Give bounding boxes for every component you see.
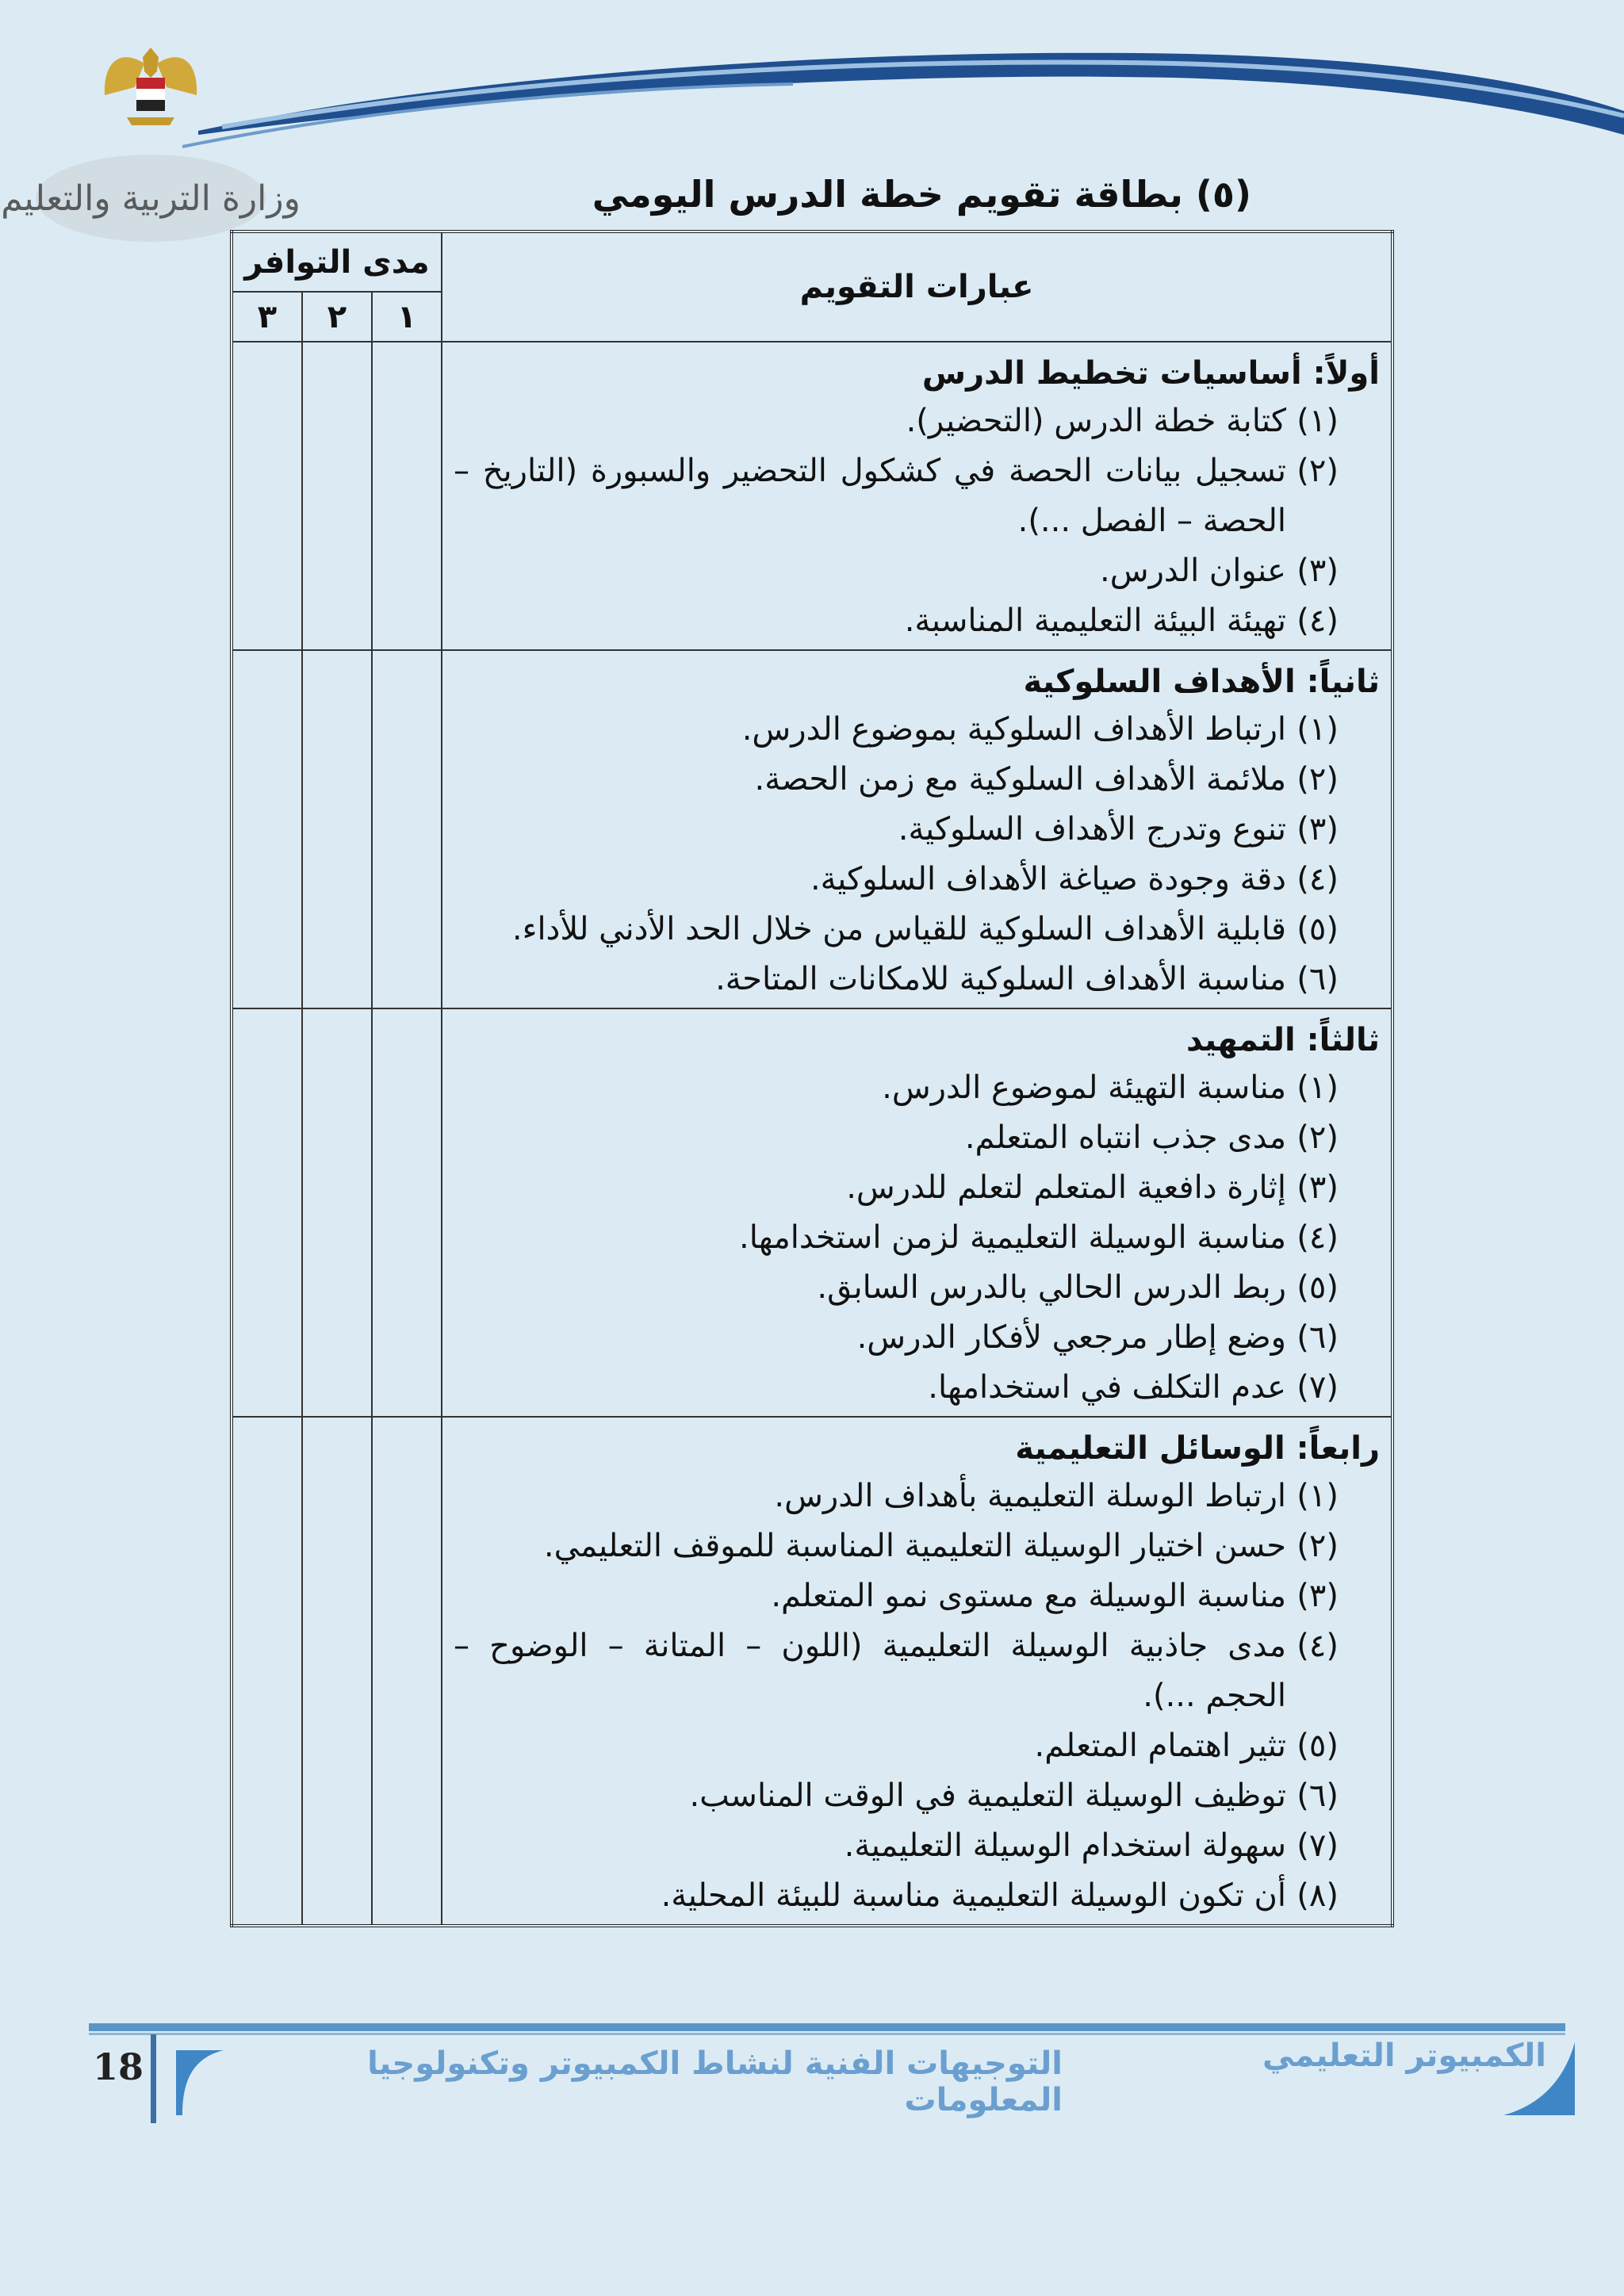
- level-header-1: ١: [372, 292, 442, 342]
- criterion-number: (٨): [1297, 1877, 1339, 1914]
- section-row: [232, 1008, 1392, 1417]
- criterion-number: (٢): [1297, 453, 1339, 489]
- criterion-number: (١): [1297, 1478, 1339, 1514]
- criterion-text: عدم التكلف في استخدامها.: [928, 1369, 1286, 1406]
- criterion-number: (٦): [1297, 961, 1339, 997]
- criterion-text: ملائمة الأهداف السلوكية مع زمن الحصة.: [754, 761, 1286, 798]
- criterion-number: (٢): [1297, 761, 1339, 798]
- criterion-text: قابلية الأهداف السلوكية للقياس من خلال الحد الأدني للأداء.: [511, 911, 1286, 947]
- criterion-number: (٤): [1297, 603, 1339, 639]
- section-content: [442, 342, 1392, 650]
- criterion-text: تسجيل بيانات الحصة في كشكول التحضير والسبورة (التاريخ – الحصة – الفصل ...).: [454, 453, 1286, 539]
- criteria-list: [454, 396, 1380, 646]
- section-title: أولاً: أساسيات تخطيط الدرس: [921, 355, 1380, 392]
- criterion-item: [454, 805, 1380, 855]
- level-header-2: ٢: [302, 292, 372, 342]
- section-title: رابعاً: الوسائل التعليمية: [1015, 1430, 1380, 1467]
- criterion-item: [454, 546, 1380, 596]
- score-cell-3[interactable]: [232, 342, 302, 650]
- score-cell-2[interactable]: [302, 650, 372, 1008]
- criterion-item: [454, 1113, 1380, 1163]
- criterion-item: [454, 905, 1380, 955]
- criteria-list: [454, 1471, 1380, 1921]
- section-title: ثانياً: الأهداف السلوكية: [1023, 664, 1380, 700]
- criterion-text: تنوع وتدرج الأهداف السلوكية.: [898, 811, 1286, 848]
- criterion-item: [454, 1063, 1380, 1113]
- criterion-text: دقة وجودة صياغة الأهداف السلوكية.: [810, 861, 1286, 897]
- score-cell-2[interactable]: [302, 1417, 372, 1926]
- criterion-item: [454, 855, 1380, 905]
- footer-series-title: الكمبيوتر التعليمي: [1262, 2038, 1546, 2074]
- criterion-text: حسن اختيار الوسيلة التعليمية المناسبة للموقف التعليمي.: [543, 1528, 1286, 1564]
- criterion-item: [454, 396, 1380, 446]
- footer-divider: [151, 2034, 156, 2123]
- criterion-number: (٣): [1297, 1169, 1339, 1206]
- section-content: [442, 1417, 1392, 1926]
- level-header-3: ٣: [232, 292, 302, 342]
- criterion-number: (٣): [1297, 811, 1339, 848]
- criterion-item: [454, 596, 1380, 646]
- footer-corner-accent-left: [176, 2042, 239, 2115]
- score-cell-2[interactable]: [302, 342, 372, 650]
- criterion-number: (٤): [1297, 1219, 1339, 1256]
- criterion-item: [454, 1363, 1380, 1413]
- criterion-number: (٦): [1297, 1777, 1339, 1814]
- criterion-number: (١): [1297, 1070, 1339, 1106]
- criterion-item: [454, 705, 1380, 755]
- score-cell-1[interactable]: [372, 1417, 442, 1926]
- availability-header: مدى التوافر: [232, 232, 442, 292]
- criterion-item: [454, 1313, 1380, 1363]
- section-title: ثالثاً: التمهيد: [1185, 1022, 1380, 1058]
- criterion-number: (١): [1297, 403, 1339, 439]
- criterion-text: ارتباط الأهداف السلوكية بموضوع الدرس.: [741, 711, 1286, 748]
- evaluation-table: [230, 230, 1394, 1927]
- score-cell-3[interactable]: [232, 650, 302, 1008]
- criterion-text: ربط الدرس الحالي بالدرس السابق.: [817, 1269, 1286, 1306]
- criterion-number: (٧): [1297, 1827, 1339, 1864]
- criterion-item: [454, 1521, 1380, 1571]
- criterion-item: [454, 1263, 1380, 1313]
- criterion-text: مدى جذب انتباه المتعلم.: [964, 1119, 1286, 1156]
- criterion-number: (١): [1297, 711, 1339, 748]
- criterion-item: [454, 1163, 1380, 1213]
- score-cell-1[interactable]: [372, 342, 442, 650]
- footer-rule: [89, 2023, 1565, 2031]
- score-cell-1[interactable]: [372, 1008, 442, 1417]
- criterion-item: [454, 1471, 1380, 1521]
- criterion-text: سهولة استخدام الوسيلة التعليمية.: [844, 1827, 1286, 1864]
- criterion-item: [454, 1771, 1380, 1821]
- criterion-text: وضع إطار مرجعي لأفكار الدرس.: [856, 1319, 1286, 1356]
- criterion-item: [454, 1213, 1380, 1263]
- score-cell-1[interactable]: [372, 650, 442, 1008]
- criterion-text: مناسبة الوسيلة التعليمية لزمن استخدامها.: [739, 1219, 1286, 1256]
- criteria-list: [454, 1063, 1380, 1413]
- criterion-text: عنوان الدرس.: [1100, 553, 1286, 589]
- score-cell-2[interactable]: [302, 1008, 372, 1417]
- criteria-list: [454, 705, 1380, 1004]
- score-cell-3[interactable]: [232, 1417, 302, 1926]
- svg-text:وزارة التربية والتعليم: وزارة التربية والتعليم: [1, 178, 301, 219]
- criterion-number: (٥): [1297, 1728, 1339, 1764]
- criterion-number: (٢): [1297, 1528, 1339, 1564]
- criterion-text: أن تكون الوسيلة التعليمية مناسبة للبيئة المحلية.: [661, 1877, 1286, 1914]
- criterion-item: [454, 1621, 1380, 1721]
- section-row: [232, 650, 1392, 1008]
- criterion-number: (٦): [1297, 1319, 1339, 1356]
- criterion-text: تهيئة البيئة التعليمية المناسبة.: [904, 603, 1286, 639]
- criterion-text: ارتباط الوسلة التعليمية بأهداف الدرس.: [774, 1478, 1286, 1514]
- score-cell-3[interactable]: [232, 1008, 302, 1417]
- criterion-number: (٤): [1297, 1628, 1339, 1664]
- criterion-item: [454, 1571, 1380, 1621]
- criterion-text: توظيف الوسيلة التعليمية في الوقت المناسب.: [689, 1777, 1286, 1814]
- criterion-number: (٥): [1297, 1269, 1339, 1306]
- section-row: [232, 342, 1392, 650]
- footer-rule-thin: [89, 2033, 1565, 2035]
- criterion-number: (٣): [1297, 553, 1339, 589]
- section-content: [442, 1008, 1392, 1417]
- criterion-text: إثارة دافعية المتعلم لتعلم للدرس.: [846, 1169, 1286, 1206]
- criterion-text: مناسبة التهيئة لموضوع الدرس.: [882, 1070, 1286, 1106]
- criterion-item: [454, 955, 1380, 1004]
- criterion-text: مدى جاذبية الوسيلة التعليمية (اللون – المتانة – الوضوح – الحجم ...).: [454, 1628, 1286, 1714]
- statements-header: عبارات التقويم: [442, 232, 1392, 342]
- criterion-item: [454, 755, 1380, 805]
- table-body: [232, 342, 1392, 1926]
- page-number: 18: [92, 2045, 144, 2088]
- criterion-number: (٢): [1297, 1119, 1339, 1156]
- section-row: [232, 1417, 1392, 1926]
- criterion-item: [454, 1871, 1380, 1921]
- page-title: (٥) بطاقة تقويم خطة الدرس اليومي: [592, 173, 1251, 216]
- criterion-number: (٣): [1297, 1578, 1339, 1614]
- criterion-item: [454, 1821, 1380, 1871]
- criterion-number: (٤): [1297, 861, 1339, 897]
- criterion-text: تثير اهتمام المتعلم.: [1034, 1728, 1286, 1764]
- criterion-number: (٥): [1297, 911, 1339, 947]
- footer-book-title: التوجيهات الفنية لنشاط الكمبيوتر وتكنولوجيا المعلومات: [367, 2045, 1063, 2118]
- section-content: [442, 650, 1392, 1008]
- criterion-text: مناسبة الأهداف السلوكية للامكانات المتاحة.: [715, 961, 1286, 997]
- criterion-item: [454, 446, 1380, 546]
- criterion-text: كتابة خطة الدرس (التحضير).: [906, 403, 1286, 439]
- criterion-text: مناسبة الوسيلة مع مستوى نمو المتعلم.: [771, 1578, 1286, 1614]
- criterion-number: (٧): [1297, 1369, 1339, 1406]
- criterion-item: [454, 1721, 1380, 1771]
